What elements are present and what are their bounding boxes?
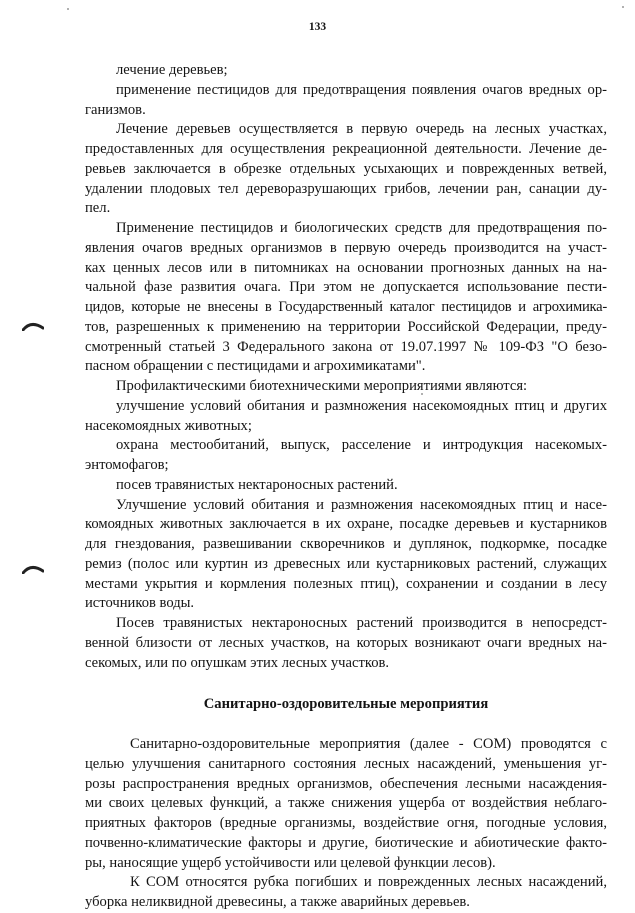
text-line: ках ценных лесов или в питомниках на основании прогнозных данных на на- bbox=[85, 259, 607, 276]
list-item: посев травянистых нектароносных растений. bbox=[116, 476, 398, 493]
text-line: пел. bbox=[85, 200, 111, 217]
text-line: явления очагов вредных организмов в первую очередь производится на участ- bbox=[85, 239, 607, 256]
text-line: пасном обращении с пестицидами и агрохимикатами". bbox=[85, 358, 426, 375]
margin-mark-icon bbox=[22, 321, 44, 331]
text-line: ми своих целевых функций, а также снижения ущерба от воздействия неблаго- bbox=[85, 795, 607, 812]
list-item: лечение деревьев; bbox=[116, 62, 228, 78]
text-line: удалении плодовых тел дереворазрушающих грибов, лечении ран, санации ду- bbox=[85, 180, 607, 197]
list-item: охрана местообитаний, выпуск, расселение и интродукция насекомых- bbox=[116, 437, 607, 454]
text-line: чальной фазе развития очага. При этом не допускается использование пести- bbox=[85, 279, 607, 296]
text-line: ганизмов. bbox=[85, 101, 146, 118]
paragraph-first-line: Посев травянистых нектароносных растений производится в непосредст- bbox=[116, 615, 607, 631]
text-line: тов, разрешенных к применению на территории Российской Федерации, преду- bbox=[85, 318, 607, 335]
text-line: целью улучшения санитарного состояния лесных насаждений, уменьшения уг- bbox=[85, 755, 607, 772]
paragraph-first-line: Профилактическими биотехническими мероприятиями являются: bbox=[116, 378, 528, 394]
page-number: 133 bbox=[308, 21, 327, 33]
text-line: ры, наносящие ущерб устойчивости или целевой функции лесов). bbox=[85, 854, 496, 871]
text-line: секомых, или по опушкам этих лесных участков. bbox=[85, 654, 390, 671]
margin-mark-icon bbox=[22, 564, 44, 574]
paragraph-first-line: Санитарно-оздоровительные мероприятия (далее - СОМ) проводятся с bbox=[130, 736, 607, 752]
document-body bbox=[85, 61, 607, 913]
paragraph-first-line: К СОМ относятся рубка погибших и поврежденных лесных насаждений, bbox=[130, 874, 607, 891]
list-item: улучшение условий обитания и размножения насекомоядных птиц и других bbox=[116, 397, 607, 414]
text-line: уборка неликвидной древесины, а также аварийных деревьев. bbox=[85, 894, 470, 910]
paragraph-first-line: Применение пестицидов и биологических средств для предотвращения по- bbox=[116, 220, 607, 236]
text-line: источников воды. bbox=[85, 595, 195, 612]
text-line: предоставленных для осуществления рекреационной деятельности. Лечение де- bbox=[85, 141, 607, 157]
text-line: насекомоядных животных; bbox=[85, 417, 252, 434]
text-line: ремиз (полос или куртин из древесных или кустарниковых растений, служащих bbox=[85, 555, 607, 572]
section-heading: Санитарно-оздоровительные мероприятия bbox=[203, 696, 489, 713]
paragraph-first-line: Лечение деревьев осуществляется в первую очередь на лесных участках, bbox=[116, 121, 607, 138]
text-line: приятных факторов (вредные организмы, воздействие огня, погодные условия, bbox=[85, 815, 607, 831]
list-item: применение пестицидов для предотвращения появления очагов вредных ор- bbox=[116, 81, 607, 98]
text-line: комоядных животных заключается в их охране, посадке деревьев и кустарников bbox=[85, 516, 607, 533]
text-line: смотренный статьей 3 Федерального закона от 19.07.1997 № 109-ФЗ "О безо- bbox=[85, 338, 607, 355]
text-line: для гнездования, развешивании скворечников и дуплянок, подкормке, посадке bbox=[85, 536, 607, 552]
text-line: розы распространения вредных организмов, обеспечения лесными насаждения- bbox=[85, 775, 607, 792]
text-line: почвенно-климатические факторы и другие, биотические и абиотические факто- bbox=[85, 834, 607, 851]
scan-speck bbox=[622, 6, 624, 8]
text-line: энтомофагов; bbox=[85, 457, 169, 473]
text-line: ревьев заключается в обрезке отдельных усыхающих и поврежденных ветвей, bbox=[85, 160, 607, 177]
text-line: местами укрытия и кормления полезных птиц), сохранении и создании в лесу bbox=[85, 575, 607, 592]
scan-speck bbox=[67, 8, 69, 10]
paragraph-first-line: Улучшение условий обитания и размножения насекомоядных птиц и насе- bbox=[116, 496, 607, 513]
text-line: цидов, которые не внесены в Государственный каталог пестицидов и агрохимика- bbox=[85, 299, 607, 315]
text-line: венной близости от лесных участков, на которых возникают очаги вредных на- bbox=[85, 634, 607, 651]
